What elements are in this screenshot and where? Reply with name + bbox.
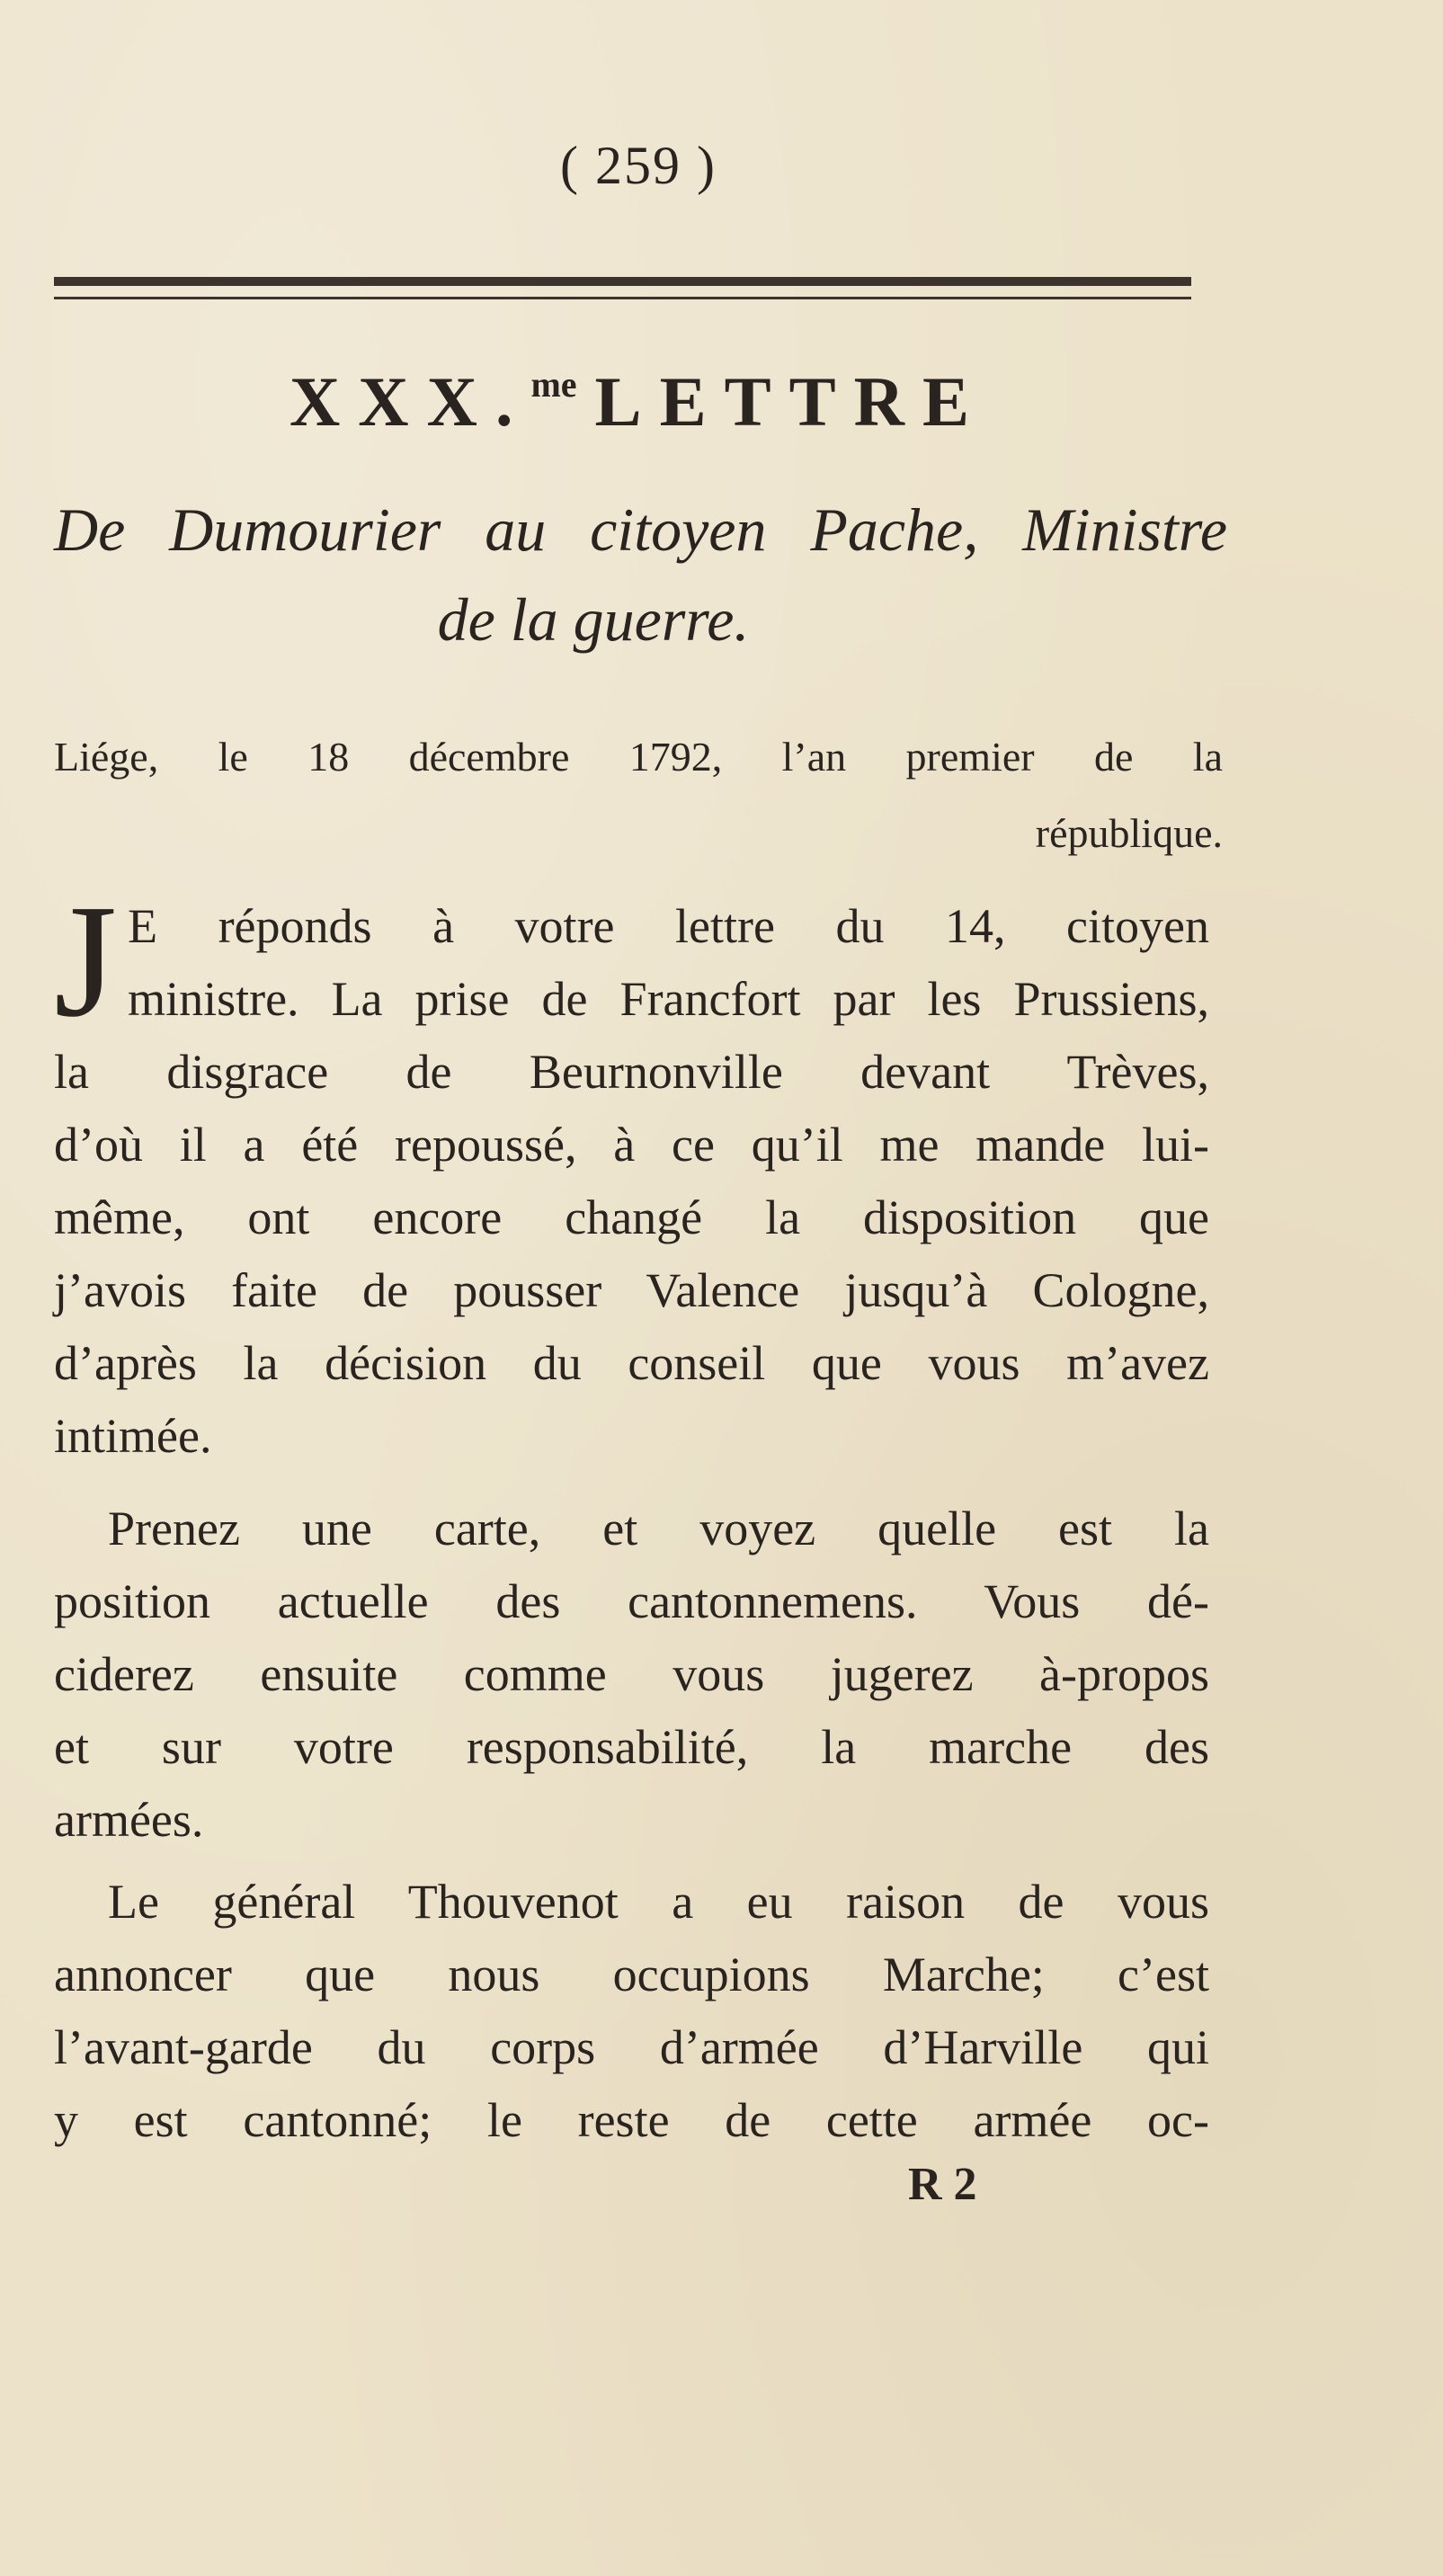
paragraph-2	[54, 1493, 1209, 1857]
paragraph-1-line: même, ont encore changé la disposition que	[54, 1190, 1209, 1244]
page-number: ( 259 )	[560, 136, 717, 195]
letter-word: LETTRE	[594, 362, 988, 441]
paragraph-2-line: armées.	[54, 1793, 204, 1847]
paragraph-1-line: j’avois faite de pousser Valence jusqu’à Cologne,	[54, 1263, 1209, 1317]
paragraph-2-line: ciderez ensuite comme vous jugerez à-propos	[54, 1647, 1209, 1701]
header-rule-thin	[54, 297, 1191, 299]
paragraph-1-line: intimée.	[54, 1409, 212, 1463]
drop-cap: J	[54, 871, 118, 1050]
paragraph-3-line: l’avant-garde du corps d’armée d’Harville qui	[54, 2020, 1209, 2074]
letter-subtitle-line-2: de la guerre.	[437, 585, 750, 654]
paragraph-3-line: y est cantonné; le reste de cette armée oc-	[54, 2093, 1209, 2147]
header-rule-thick	[54, 277, 1191, 286]
signature-catchword: R 2	[908, 2159, 977, 2210]
letter-subtitle-line-1: De Dumourier au citoyen Pache, Ministre	[54, 495, 1227, 564]
letter-numeral-suffix: me	[530, 364, 577, 405]
paragraph-2-line: et sur votre responsabilité, la marche des	[54, 1720, 1209, 1774]
dateline-line-2: république.	[1035, 810, 1223, 856]
paragraph-2-line: Prenez une carte, et voyez quelle est la	[108, 1502, 1209, 1555]
paragraph-1-line: d’où il a été repoussé, à ce qu’il me mande lui-	[54, 1118, 1209, 1172]
dateline-line-1: Liége, le 18 décembre 1792, l’an premier de la	[54, 734, 1223, 780]
paragraph-1-line: la disgrace de Beurnonville devant Trèves,	[54, 1045, 1209, 1099]
paragraph-2-line: position actuelle des cantonnemens. Vous dé-	[54, 1574, 1209, 1628]
paragraph-3	[54, 1866, 1209, 2157]
paragraph-1-line: E réponds à votre lettre du 14, citoyen	[128, 899, 1209, 953]
paragraph-1-line: d’après la décision du conseil que vous m’avez	[54, 1336, 1209, 1390]
paragraph-3-line: annoncer que nous occupions Marche; c’est	[54, 1948, 1209, 2001]
letter-numeral: XXX.	[289, 362, 531, 441]
paragraph-1	[54, 871, 1209, 1473]
paragraph-1-line: ministre. La prise de Francfort par les Prussiens,	[128, 972, 1209, 1026]
letter-heading	[0, 361, 1277, 442]
paragraph-3-line: Le général Thouvenot a eu raison de vous	[108, 1875, 1209, 1929]
